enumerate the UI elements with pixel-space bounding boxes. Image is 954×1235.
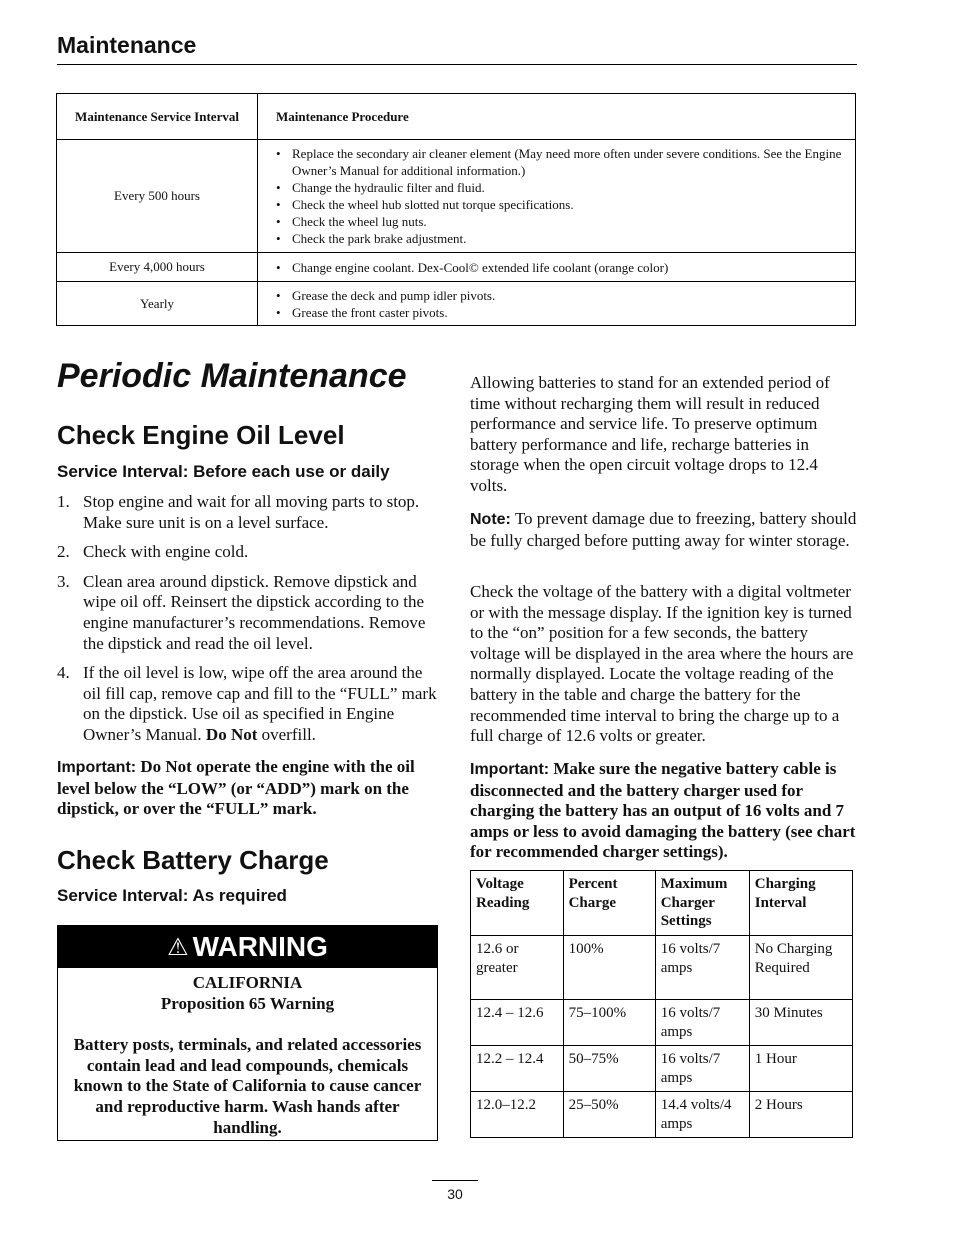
table-cell: 30 Minutes	[749, 1000, 852, 1046]
warning-title-line2: Proposition 65 Warning	[160, 993, 335, 1013]
warning-triangle-icon: ⚠	[167, 933, 189, 961]
list-item: • Change engine coolant. Dex-Cool© extended life coolant (orange color)	[276, 259, 845, 276]
section-header: Maintenance	[57, 32, 197, 58]
step-number: 4.	[57, 663, 70, 683]
procedure-cell	[258, 140, 856, 253]
table-cell: 12.0–12.2	[471, 1092, 564, 1138]
list-item: • Grease the front caster pivots.	[276, 304, 845, 321]
table-row	[471, 1046, 853, 1092]
table-row	[471, 1000, 853, 1046]
table-cell: 16 volts/7 amps	[655, 936, 749, 1000]
list-item	[57, 492, 441, 533]
list-item	[57, 542, 441, 563]
list-item: • Grease the deck and pump idler pivots.	[276, 287, 845, 304]
header-rule	[57, 64, 857, 65]
interval-cell: Yearly	[57, 282, 258, 326]
table-cell: 50–75%	[563, 1046, 655, 1092]
battery-voltage-paragraph: Check the voltage of the battery with a digital voltmeter or with the message display. If the ignition key is turned to the “on” position for a few seconds, the battery voltage will be displayed in the area where the hours are normally displayed. Locate the voltage reading of the battery in the table and charge the battery for the recommended time interval to bring the charge up to a full charge of 12.6 volts or greater.	[470, 582, 854, 746]
maintenance-schedule-table	[56, 93, 856, 326]
step-bold-text: Do Not	[205, 724, 258, 744]
step-number: 2.	[57, 542, 70, 562]
prop65-warning-box	[57, 925, 438, 1141]
charging-interval-column-header: Charging Interval	[749, 871, 852, 936]
warning-content	[58, 968, 437, 1138]
battery-service-interval: Service Interval: As required	[57, 886, 287, 905]
warning-title-line1: CALIFORNIA	[192, 973, 303, 992]
page-title: Periodic Maintenance	[57, 357, 407, 395]
list-item: • Check the park brake adjustment.	[276, 230, 845, 247]
oil-steps-list	[57, 492, 441, 755]
oil-important-note	[57, 757, 441, 820]
table-cell: 16 volts/7 amps	[655, 1046, 749, 1092]
table-cell: 2 Hours	[749, 1092, 852, 1138]
table-cell: 100%	[563, 936, 655, 1000]
table-header-row	[471, 871, 853, 936]
charger-settings-column-header: Maximum Charger Settings	[655, 871, 749, 936]
interval-cell: Every 500 hours	[57, 140, 258, 253]
list-item: • Check the wheel hub slotted nut torque specifications.	[276, 196, 845, 213]
step-text: Check with engine cold.	[83, 542, 249, 562]
percent-column-header: Percent Charge	[563, 871, 655, 936]
table-row	[57, 140, 856, 253]
step-tail-text: overfill.	[257, 724, 316, 744]
battery-charge-table	[470, 870, 853, 1138]
important-text: Make sure the negative battery cable is disconnected and the battery charger used for charging the battery has an output of 16 volts and 7 amps or less to avoid damaging the battery (see chart for recommended charger settings).	[470, 759, 856, 862]
oil-heading: Check Engine Oil Level	[57, 420, 345, 450]
important-text: Do Not operate the engine with the oil level below the “LOW” (or “ADD”) mark on the dipstick, or over the “FULL” mark.	[57, 757, 415, 819]
table-row	[471, 936, 853, 1000]
table-cell: 75–100%	[563, 1000, 655, 1046]
note-text: To prevent damage due to freezing, battery should be fully charged before putting away for winter storage.	[470, 509, 857, 550]
warning-body: Battery posts, terminals, and related accessories contain lead and lead compounds, chemicals known to the State of California to cause cancer and reproductive harm. Wash hands after handling.	[73, 1035, 422, 1137]
oil-service-interval: Service Interval: Before each use or daily	[57, 462, 390, 481]
page-number: 30	[447, 1186, 463, 1202]
table-cell: 14.4 volts/4 amps	[655, 1092, 749, 1138]
step-text: Clean area around dipstick. Remove dipstick and wipe oil off. Reinsert the dipstick according to the engine manufacturer’s recommendations. Remove the dipstick and read the oil level.	[83, 571, 426, 653]
battery-important-note	[470, 759, 858, 863]
table-row	[471, 1092, 853, 1138]
table-cell: 16 volts/7 amps	[655, 1000, 749, 1046]
warning-banner	[58, 926, 437, 968]
list-item	[57, 663, 441, 745]
note-label: Note:	[470, 511, 511, 528]
table-cell: 12.6 or greater	[471, 936, 564, 1000]
interval-column-header: Maintenance Service Interval	[57, 94, 258, 140]
procedure-cell	[258, 253, 856, 282]
table-cell: 25–50%	[563, 1092, 655, 1138]
step-text: If the oil level is low, wipe off the area around the oil fill cap, remove cap and fill to the “FULL” mark on the dipstick. Use oil as specified in Engine Owner’s Manual.	[83, 663, 437, 744]
list-item	[57, 572, 441, 654]
battery-storage-paragraph: Allowing batteries to stand for an extended period of time without recharging them will result in reduced performance and service life. To preserve optimum battery performance and life, recharge batteries in storage when the open circuit voltage drops to 12.4 volts.	[470, 373, 830, 495]
table-cell: 12.2 – 12.4	[471, 1046, 564, 1092]
step-number: 1.	[57, 492, 70, 511]
important-label: Important:	[470, 761, 550, 778]
voltage-column-header: Voltage Reading	[471, 871, 564, 936]
table-cell: 12.4 – 12.6	[471, 1000, 564, 1046]
list-item: • Check the wheel lug nuts.	[276, 213, 845, 230]
table-row	[57, 253, 856, 282]
battery-note	[470, 509, 858, 551]
table-row	[57, 282, 856, 326]
procedure-cell	[258, 282, 856, 326]
interval-cell: Every 4,000 hours	[57, 253, 258, 282]
table-cell: No Charging Required	[749, 936, 852, 1000]
table-header-row	[57, 94, 856, 140]
battery-heading: Check Battery Charge	[57, 845, 329, 875]
procedure-column-header: Maintenance Procedure	[258, 94, 856, 140]
footer-rule	[432, 1180, 478, 1181]
table-cell: 1 Hour	[749, 1046, 852, 1092]
step-text: Stop engine and wait for all moving parts to stop. Make sure unit is on a level surface.	[83, 492, 420, 532]
important-label: Important:	[57, 759, 137, 776]
list-item: • Replace the secondary air cleaner element (May need more often under severe conditions. See the Engine Owner’s Manual for additional information.)	[276, 145, 845, 179]
step-number: 3.	[57, 571, 70, 591]
warning-label: WARNING	[192, 931, 328, 962]
list-item: • Change the hydraulic filter and fluid.	[276, 179, 845, 196]
